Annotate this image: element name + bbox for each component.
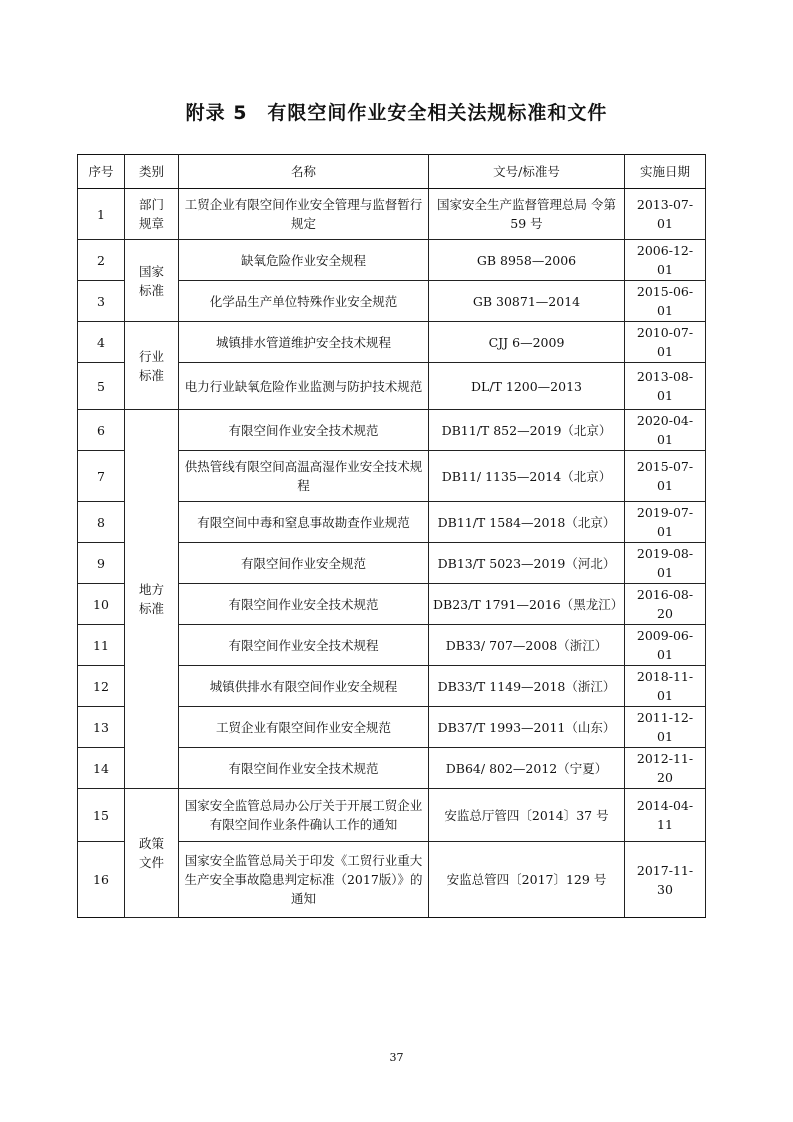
category-cell: 行业 标准 xyxy=(125,322,179,410)
cell-name: 有限空间作业安全技术规范 xyxy=(179,410,429,451)
cell-no: 9 xyxy=(78,543,125,584)
cell-no: 16 xyxy=(78,842,125,918)
table-row xyxy=(78,789,706,842)
cell-name: 国家安全监管总局办公厅关于开展工贸企业有限空间作业条件确认工作的通知 xyxy=(179,789,429,842)
category-cell: 国家 标准 xyxy=(125,240,179,322)
cell-date: 2015-06-01 xyxy=(625,281,706,322)
table-row xyxy=(78,410,706,451)
cell-date: 2014-04-11 xyxy=(625,789,706,842)
cell-date: 2011-12-01 xyxy=(625,707,706,748)
cell-code: GB 8958—2006 xyxy=(429,240,625,281)
cell-name: 电力行业缺氧危险作业监测与防护技术规范 xyxy=(179,363,429,410)
cell-no: 11 xyxy=(78,625,125,666)
cell-date: 2010-07-01 xyxy=(625,322,706,363)
cell-name: 有限空间作业安全技术规范 xyxy=(179,584,429,625)
cell-code: DB11/T 1584—2018（北京） xyxy=(429,502,625,543)
page-number: 37 xyxy=(389,1051,404,1064)
category-cell: 政策 文件 xyxy=(125,789,179,918)
header-category: 类别 xyxy=(125,155,179,189)
cell-date: 2009-06-01 xyxy=(625,625,706,666)
header-name: 名称 xyxy=(179,155,429,189)
cell-name: 工贸企业有限空间作业安全管理与监督暂行规定 xyxy=(179,189,429,240)
cell-no: 2 xyxy=(78,240,125,281)
category-cell: 地方 标准 xyxy=(125,410,179,789)
cell-code: 安监总厅管四〔2014〕37 号 xyxy=(429,789,625,842)
cell-no: 10 xyxy=(78,584,125,625)
cell-code: DB23/T 1791—2016（黑龙江） xyxy=(429,584,625,625)
cell-date: 2020-04-01 xyxy=(625,410,706,451)
cell-code: GB 30871—2014 xyxy=(429,281,625,322)
cell-no: 14 xyxy=(78,748,125,789)
regulations-table xyxy=(77,154,706,918)
table-row xyxy=(78,189,706,240)
cell-date: 2013-08-01 xyxy=(625,363,706,410)
cell-code: DB11/ 1135—2014（北京） xyxy=(429,451,625,502)
cell-code: CJJ 6—2009 xyxy=(429,322,625,363)
cell-code: DB33/T 1149—2018（浙江） xyxy=(429,666,625,707)
header-date: 实施日期 xyxy=(625,155,706,189)
table-row xyxy=(78,322,706,363)
cell-no: 4 xyxy=(78,322,125,363)
cell-no: 8 xyxy=(78,502,125,543)
cell-code: DB64/ 802—2012（宁夏） xyxy=(429,748,625,789)
cell-code: DB11/T 852—2019（北京） xyxy=(429,410,625,451)
cell-name: 有限空间作业安全规范 xyxy=(179,543,429,584)
page-title: 附录 5 有限空间作业安全相关法规标准和文件 xyxy=(185,102,608,124)
cell-no: 12 xyxy=(78,666,125,707)
cell-date: 2013-07-01 xyxy=(625,189,706,240)
cell-name: 城镇排水管道维护安全技术规程 xyxy=(179,322,429,363)
cell-name: 有限空间作业安全技术规程 xyxy=(179,625,429,666)
cell-no: 3 xyxy=(78,281,125,322)
table-row xyxy=(78,240,706,281)
cell-code: DB37/T 1993—2011（山东） xyxy=(429,707,625,748)
cell-code: DL/T 1200—2013 xyxy=(429,363,625,410)
cell-code: DB33/ 707—2008（浙江） xyxy=(429,625,625,666)
cell-no: 13 xyxy=(78,707,125,748)
cell-no: 7 xyxy=(78,451,125,502)
cell-name: 工贸企业有限空间作业安全规范 xyxy=(179,707,429,748)
cell-no: 5 xyxy=(78,363,125,410)
cell-name: 国家安全监管总局关于印发《工贸行业重大生产安全事故隐患判定标准（2017版）》的通知 xyxy=(179,842,429,918)
header-code: 文号/标准号 xyxy=(429,155,625,189)
cell-name: 城镇供排水有限空间作业安全规程 xyxy=(179,666,429,707)
cell-code: DB13/T 5023—2019（河北） xyxy=(429,543,625,584)
cell-no: 1 xyxy=(78,189,125,240)
cell-no: 6 xyxy=(78,410,125,451)
cell-name: 缺氧危险作业安全规程 xyxy=(179,240,429,281)
cell-name: 供热管线有限空间高温高湿作业安全技术规程 xyxy=(179,451,429,502)
cell-date: 2018-11-01 xyxy=(625,666,706,707)
cell-name: 化学品生产单位特殊作业安全规范 xyxy=(179,281,429,322)
cell-date: 2015-07-01 xyxy=(625,451,706,502)
cell-date: 2019-08-01 xyxy=(625,543,706,584)
cell-date: 2006-12-01 xyxy=(625,240,706,281)
cell-date: 2017-11-30 xyxy=(625,842,706,918)
cell-date: 2012-11-20 xyxy=(625,748,706,789)
category-cell: 部门 规章 xyxy=(125,189,179,240)
header-no: 序号 xyxy=(78,155,125,189)
table-header-row xyxy=(78,155,706,189)
cell-date: 2016-08-20 xyxy=(625,584,706,625)
cell-code: 国家安全生产监督管理总局 令第 59 号 xyxy=(429,189,625,240)
cell-no: 15 xyxy=(78,789,125,842)
cell-code: 安监总管四〔2017〕129 号 xyxy=(429,842,625,918)
cell-date: 2019-07-01 xyxy=(625,502,706,543)
cell-name: 有限空间中毒和窒息事故勘查作业规范 xyxy=(179,502,429,543)
cell-name: 有限空间作业安全技术规范 xyxy=(179,748,429,789)
